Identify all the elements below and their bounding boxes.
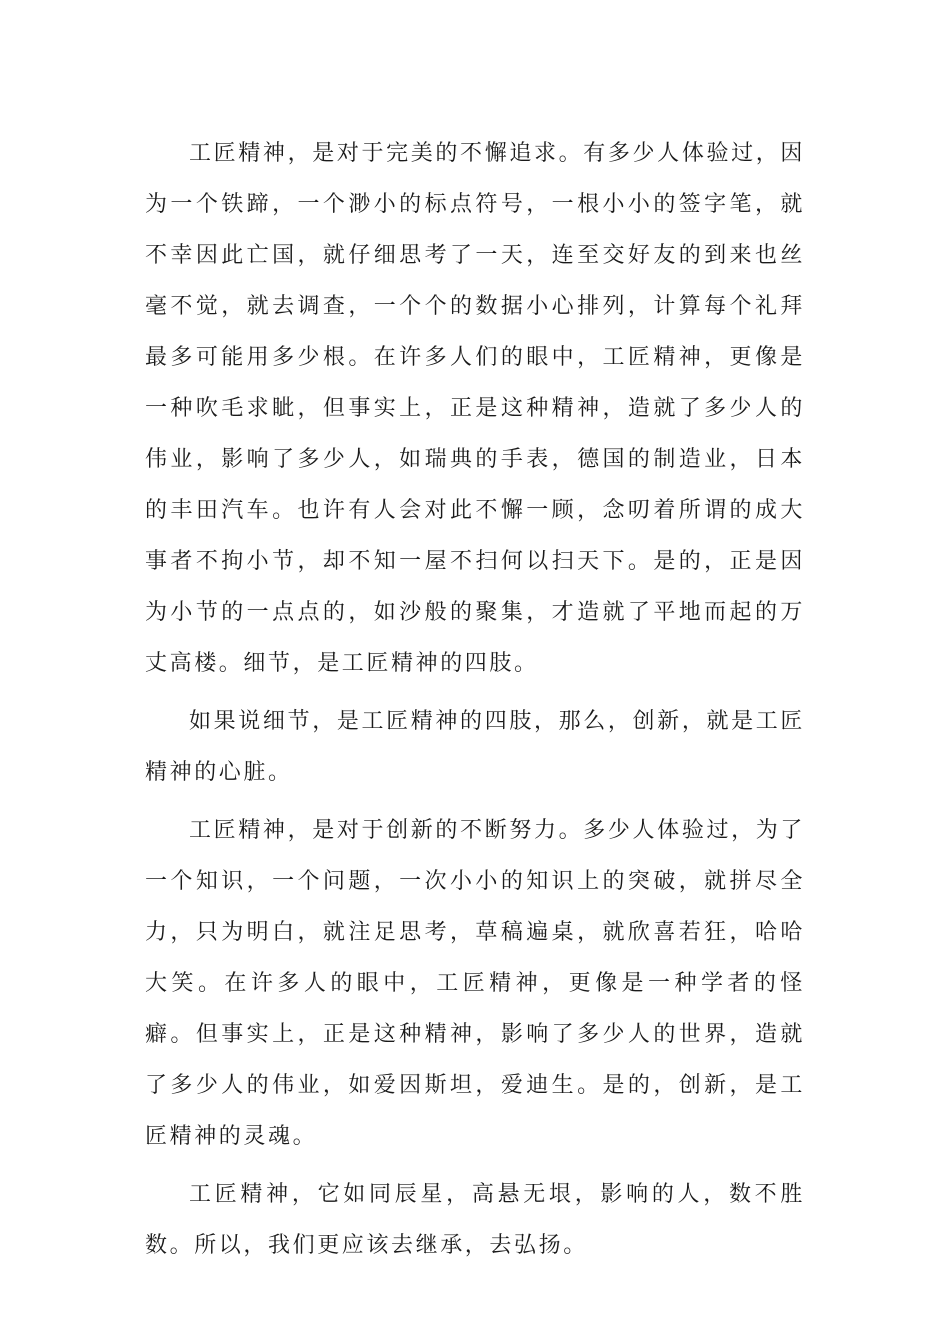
essay-body: [145, 128, 805, 1278]
paragraph-1: 工匠精神，是对于完美的不懈追求。有多少人体验过，因为一个铁蹄，一个渺小的标点符号，一根小小的签字笔，就不幸因此亡国，就仔细思考了一天，连至交好友的到来也丝毫不觉，就去调查，一个个的数据小心排列，计算每个礼拜最多可能用多少根。在许多人们的眼中，工匠精神，更像是一种吹毛求眦，但事实上，正是这种精神，造就了多少人的伟业，影响了多少人，如瑞典的手表，德国的制造业，日本的丰田汽车。也许有人会对此不懈一顾，念叨着所谓的成大事者不拘小节，却不知一屋不扫何以扫天下。是的，正是因为小节的一点点的，如沙般的聚集，才造就了平地而起的万丈高楼。细节，是工匠精神的四肢。: [145, 141, 805, 676]
paragraph-3: 工匠精神，是对于创新的不断努力。多少人体验过，为了一个知识，一个问题，一次小小的知识上的突破，就拼尽全力，只为明白，就注足思考，草稿遍桌，就欣喜若狂，哈哈大笑。在许多人的眼中，工匠精神，更像是一种学者的怪癖。但事实上，正是这种精神，影响了多少人的世界，造就了多少人的伟业，如爱因斯坦，爱迪生。是的，创新，是工匠精神的灵魂。: [145, 818, 805, 1149]
paragraph-4: 工匠精神，它如同辰星，高悬无垠，影响的人，数不胜数。所以，我们更应该去继承，去弘扬。: [145, 1182, 805, 1258]
paragraph-2: 如果说细节，是工匠精神的四肢，那么，创新，就是工匠精神的心脏。: [145, 709, 805, 785]
